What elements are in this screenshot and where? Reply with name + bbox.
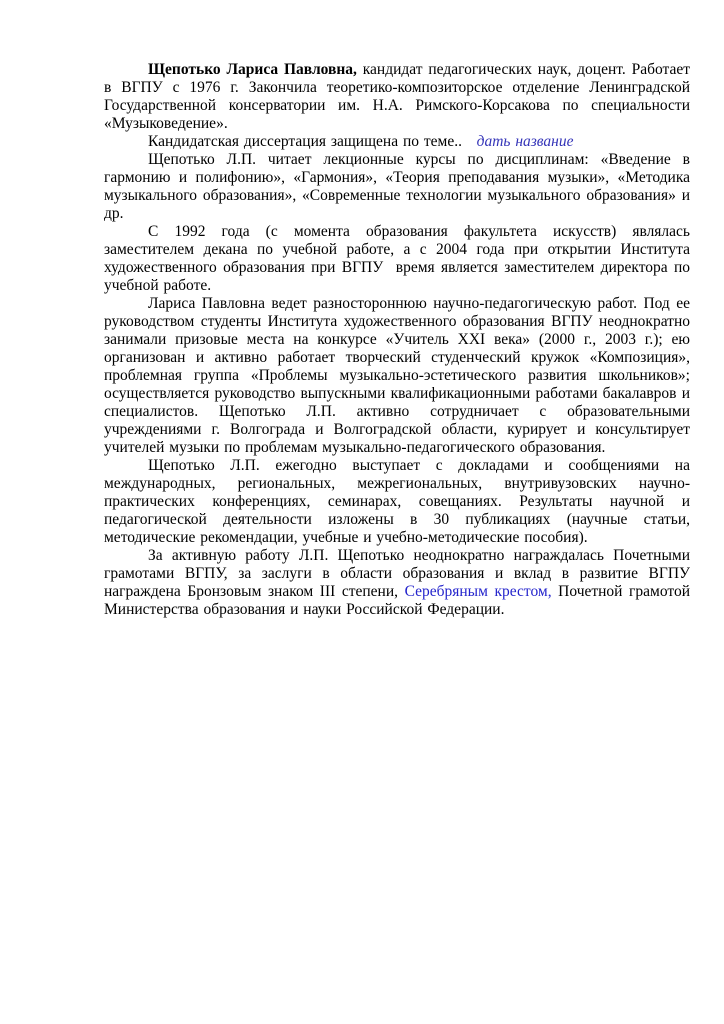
text-run: Щепотько Л.П. читает лекционные курсы по дисциплинам: «Введение в гармонию и полифонию», «Гармония», «Теория преподавания музыки», «Методика музыкального образования», «Современные технологии музыкального образования» и др. bbox=[104, 151, 690, 222]
scientific-work-paragraph bbox=[104, 295, 690, 457]
conferences-paragraph bbox=[104, 457, 690, 547]
text-run: Почетной грамотой Министерства образования и науки Российской Федерации. bbox=[104, 583, 690, 618]
text-run: За активную работу Л.П. Щепотько неоднократно награждалась Почетными грамотами ВГПУ, за заслуги в области образования и вклад в развитие ВГПУ награждена Бронзовым знаком III степени, bbox=[104, 547, 690, 600]
person-name: Щепотько Лариса Павловна, bbox=[148, 61, 357, 78]
text-run: Лариса Павловна ведет разностороннюю научно-педагогическую работ. Под ее руководством студенты Института художественного образования ВГПУ неоднократно занимали призовые места на конкурсе «Учитель XXI века» (2000 г., 2003 г.); ею организован и активно работает творческий студенческий кружок «Композиция», проблемная группа «Проблемы музыкально-эстетического развития школьников»; осуществляется руководство выпускными квалификационными работами бакалавров и специалистов. Щепотько Л.П. активно сотрудничает с образовательными учреждениями г. Волгограда и Волгоградской области, курирует и консультирует учителей музыки по проблемам музыкально-педагогического образования. bbox=[104, 295, 690, 456]
text-run: Кандидатская диссертация защищена по теме.. bbox=[148, 133, 462, 150]
dissertation-title-note[interactable]: дать название bbox=[476, 133, 574, 150]
silver-cross-link[interactable]: Серебряным крестом, bbox=[404, 583, 552, 600]
dissertation-paragraph bbox=[104, 133, 690, 151]
awards-paragraph bbox=[104, 547, 690, 619]
spacer-run bbox=[462, 133, 477, 150]
text-run: Щепотько Л.П. ежегодно выступает с докладами и сообщениями на международных, региональных, межрегиональных, внутривузовских научно-практических конференциях, семинарах, совещаниях. Результаты научной и педагогической деятельности изложены в 30 публикациях (научные статьи, методические рекомендации, учебные и учебно-методические пособия). bbox=[104, 457, 690, 546]
career-paragraph bbox=[104, 223, 690, 295]
courses-paragraph bbox=[104, 151, 690, 223]
document-body bbox=[104, 61, 690, 619]
intro-paragraph bbox=[104, 61, 690, 133]
text-run: С 1992 года (с момента образования факультета искусств) являлась заместителем декана по учебной работе, а с 2004 года при открытии Института художественного образования при ВГПУ время является заместителем директора по учебной работе. bbox=[104, 223, 690, 294]
text-run: кандидат педагогических наук, доцент. Работает в ВГПУ с 1976 г. Закончила теоретико-композиторское отделение Ленинградской Государственной консерватории им. Н.А. Римского-Корсакова по специальности «Музыковедение». bbox=[104, 61, 690, 132]
